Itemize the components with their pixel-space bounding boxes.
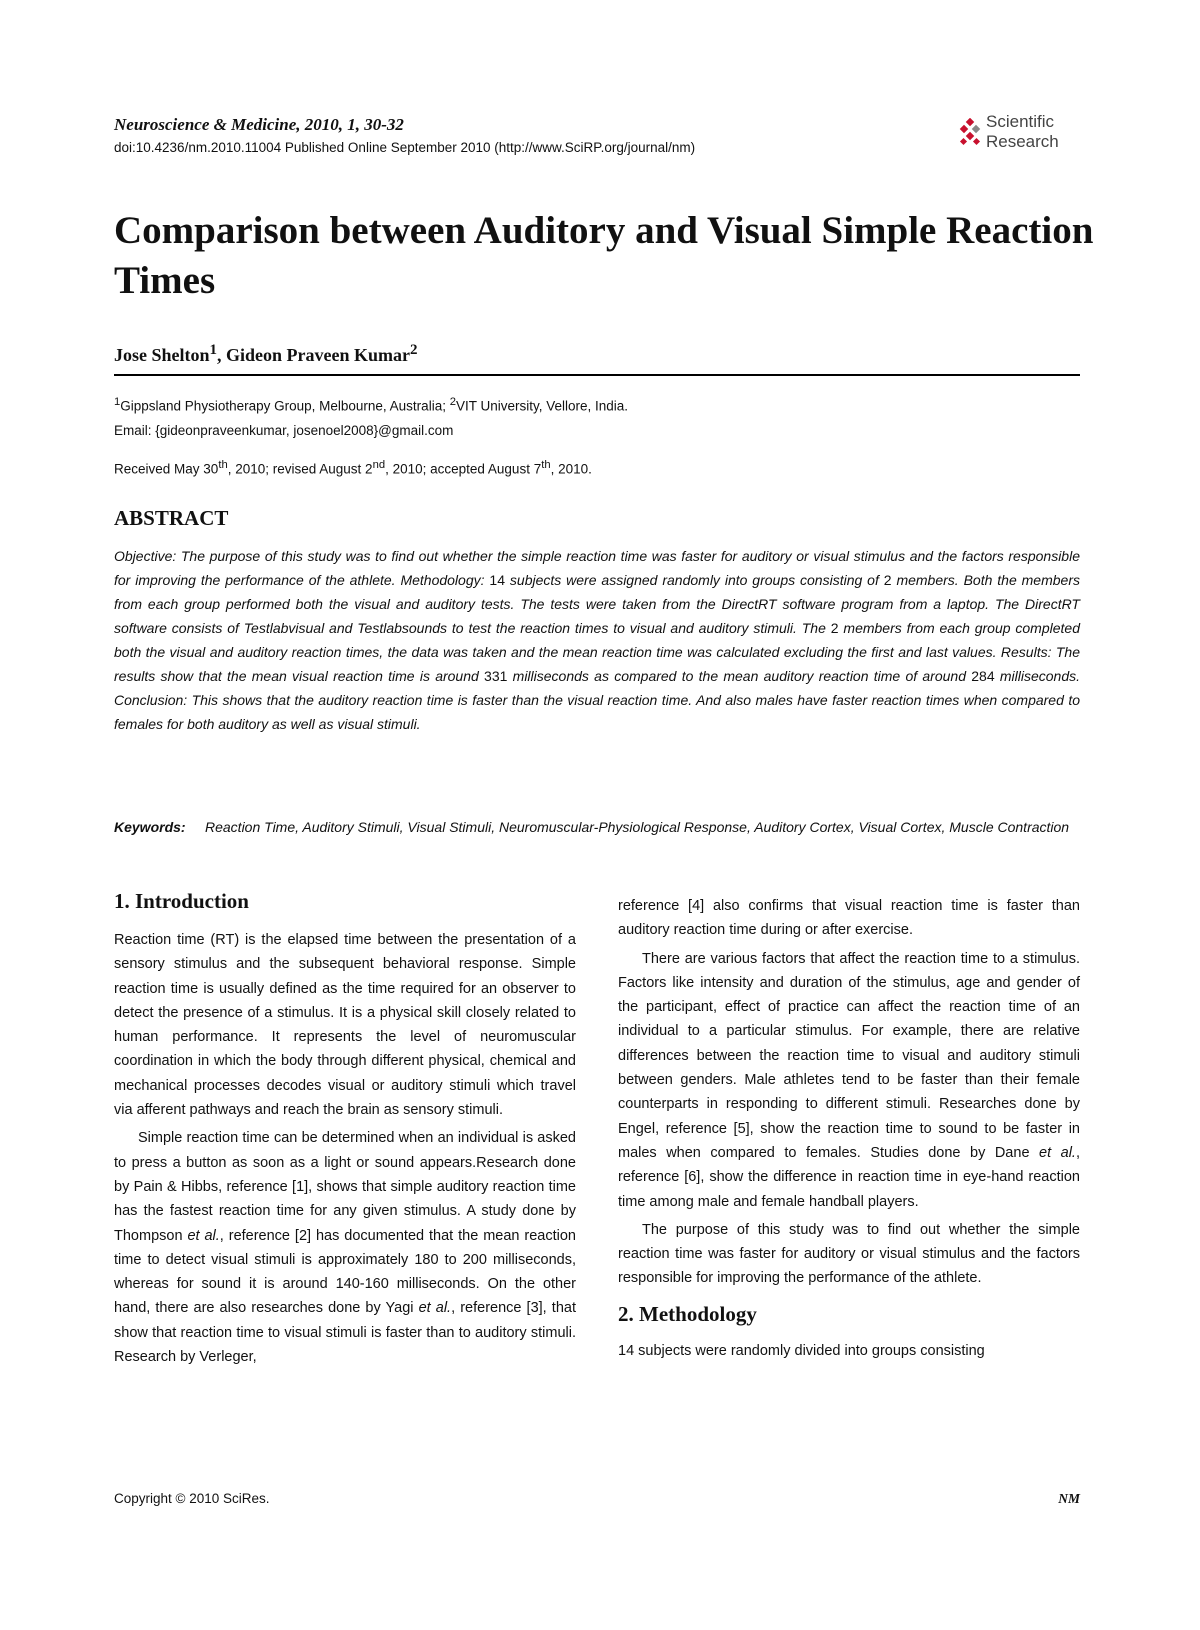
header-divider <box>114 374 1080 376</box>
right-column <box>618 894 1080 1367</box>
keywords-list: Reaction Time, Auditory Stimuli, Visual Stimuli, Neuromuscular-Physiological Response, Auditory Cortex, Visual Cortex, Muscle Contraction <box>205 819 1070 835</box>
author-name: Jose Shelton <box>114 345 210 365</box>
left-column <box>114 888 576 1373</box>
paper-title: Comparison between Auditory and Visual Simple Reaction Times <box>114 209 1094 302</box>
affiliations <box>114 390 1074 443</box>
received-dates: Received May 30th, 2010; revised August 2nd, 2010; accepted August 7th, 2010. <box>114 459 592 477</box>
author-list <box>114 342 418 366</box>
journal-abbreviation: NM <box>1058 1491 1080 1506</box>
body-paragraph: Reaction time (RT) is the elapsed time between the presentation of a sensory stimulus and the subsequent behavioral response. Simple reaction time is usually defined as the time required for an observer to detect the presence of a stimulus. It is a physical skill closely related to human performance. It represents the level of neuromuscular coordination in which the body through different physical, chemical and mechanical processes decodes visual or auditory stimuli which travel via afferent pathways and reach the brain as sensory stimuli. <box>114 932 576 1119</box>
author-separator: , <box>217 345 227 365</box>
abstract-heading: ABSTRACT <box>114 506 229 530</box>
logo-line-research: Research <box>986 132 1059 151</box>
section-heading-methodology: 2. Methodology <box>618 1301 757 1326</box>
doi-line: doi:10.4236/nm.2010.11004 Published Online September 2010 (http://www.SciRP.org/journal/nm) <box>114 140 696 155</box>
body-paragraph: 14 subjects were randomly divided into groups consisting <box>618 1342 985 1359</box>
author-email: Email: {gideonpraveenkumar, josenoel2008}@gmail.com <box>114 422 454 438</box>
body-paragraph: reference [4] also confirms that visual reaction time is faster than auditory reaction time during or after exercise. <box>618 898 1080 939</box>
journal-citation: Neuroscience & Medicine, 2010, 1, 30-32 <box>114 115 404 134</box>
affiliation-marker: 1 <box>209 342 218 358</box>
body-paragraph: Simple reaction time can be determined when an individual is asked to press a button as soon as a light or sound appears.Research done by Pain & Hibbs, reference [1], shows that simple auditory reaction time has the fastest reaction time for any given stimulus. A study done by Thompson et al., reference [2] has documented that the mean reaction time to detect visual stimuli is approximately 180 to 200 milliseconds, whereas for sound it is around 140-160 milliseconds. On the other hand, there are also researches done by Yagi et al., reference [3], that show that reaction time to visual stimuli is faster than to auditory stimuli. Research by Verleger, <box>114 1130 576 1366</box>
abstract-text: Objective: The purpose of this study was to find out whether the simple reaction time was faster for auditory or visual stimulus and the factors responsible for improving the performance of the athlete. Methodology: 14 subjects were assigned randomly into groups consisting of 2 members. Both the members from each group performed both the visual and auditory tests. The tests were taken from the DirectRT software program from a laptop. The DirectRT software consists of Testlabvisual and Testlabsounds to test the reaction times to visual and auditory stimuli. The 2 members from each group completed both the visual and auditory reaction times, the data was taken and the mean reaction time was calculated excluding the first and last values. Results: The results show that the mean visual reaction time is around 331 milliseconds as compared to the mean auditory reaction time of around 284 milliseconds. Conclusion: This shows that the auditory reaction time is faster than the visual reaction time. And also males have faster reaction times when compared to females for both auditory as well as visual stimuli. <box>114 548 1081 732</box>
body-paragraph: The purpose of this study was to find out whether the simple reaction time was faster for auditory or visual stimulus and the factors responsible for improving the performance of the athlete. <box>618 1221 1080 1287</box>
copyright-notice: Copyright © 2010 SciRes. <box>114 1491 270 1506</box>
author-name: Gideon Praveen Kumar <box>226 345 410 365</box>
body-paragraph: There are various factors that affect the reaction time to a stimulus. Factors like intensity and duration of the stimulus, age and gender of the participant, effect of practice can affect the reaction time of an individual to a particular stimulus. For example, there are relative differences between the reaction time to visual and auditory stimuli between genders. Male athletes tend to be faster than their female counterparts in responding to different stimuli. Researches done by Engel, reference [5], show the reaction time to sound to be faster in males when compared to females. Studies done by Dane et al., reference [6], show the difference in reaction time in eye-hand reaction time among male and female handball players. <box>618 950 1080 1210</box>
keywords <box>114 815 1080 839</box>
affiliation-marker: 2 <box>410 342 418 358</box>
section-heading-introduction: 1. Introduction <box>114 889 249 913</box>
keywords-label: Keywords: <box>114 819 186 835</box>
publisher-logo <box>958 112 1078 162</box>
page-footer <box>114 1491 1080 1506</box>
scirp-diamond-icon <box>958 118 984 148</box>
affiliation-line: $^1$Gippsland Physiotherapy Group, Melbourne, Australia; $^2$VIT University, Vellore, India. <box>114 396 629 414</box>
journal-header <box>114 114 934 158</box>
logo-line-scientific: Scientific <box>986 112 1055 131</box>
